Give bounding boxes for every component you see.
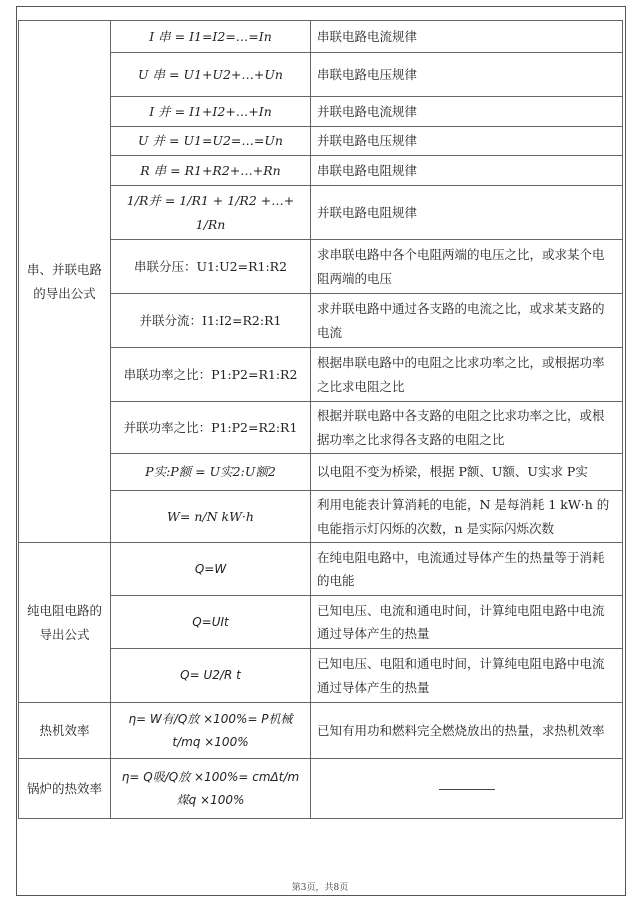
formula-text: I 串 = I1=I2=…=In: [149, 28, 272, 44]
description-text: 根据串联电路中的电阻之比求功率之比，或根据功率之比求电阻之比: [317, 355, 605, 394]
table-row: [19, 703, 623, 759]
formula-text: η= W有/Q放 ×100%= P机械t/mq ×100%: [128, 712, 293, 749]
description-cell: [311, 127, 623, 156]
table-row: [19, 759, 623, 819]
formula-cell: [111, 186, 311, 240]
description-text: 并联电路电流规律: [317, 103, 418, 119]
description-cell: [311, 240, 623, 294]
category-label: 串、并联电路的导出公式: [26, 262, 102, 301]
formula-text: R 串 = R1+R2+…+Rn: [140, 162, 281, 178]
description-text: 以电阻不变为桥梁，根据 P额、U额、U实求 P实: [317, 464, 588, 480]
formula-text: 并联分流：I1:I2=R2:R1: [139, 312, 282, 328]
description-cell: [311, 294, 623, 348]
category-cell: [19, 543, 111, 703]
formula-text: U 串 = U1+U2+…+Un: [138, 66, 283, 82]
formula-cell: [111, 649, 311, 703]
formula-cell: [111, 703, 311, 759]
description-text: 利用电能表计算消耗的电能，N 是每消耗 1 kW·h 的电能指示灯闪烁的次数，n 是实际闪烁次数: [317, 497, 610, 536]
formula-text: U 并 = U1=U2=…=Un: [138, 133, 283, 149]
formula-text: P实:P额 = U实2:U额2: [145, 464, 276, 480]
description-text: 已知电压、电阻和通电时间，计算纯电阻电路中电流通过导体产生的热量: [317, 656, 605, 695]
formula-text: W= n/N kW·h: [167, 508, 254, 524]
formula-cell: [111, 491, 311, 543]
description-cell: [311, 53, 623, 97]
description-text: 串联电路电压规律: [317, 66, 418, 82]
formula-text: η= Q吸/Q放 ×100%= cmΔt/m煤q ×100%: [121, 770, 300, 807]
formula-text: 1/R并 = 1/R1 + 1/R2 +…+ 1/Rn: [126, 193, 295, 232]
formula-cell: [111, 53, 311, 97]
description-cell: [311, 156, 623, 186]
description-text: 求串联电路中各个电阻两端的电压之比，或求某个电阻两端的电压: [317, 247, 605, 286]
description-text: 并联电路电阻规律: [317, 204, 418, 220]
description-text: 根据并联电路中各支路的电阻之比求功率之比，或根据功率之比求得各支路的电阻之比: [317, 408, 605, 447]
formula-text: Q= U2/R t: [180, 668, 241, 683]
description-cell: [311, 491, 623, 543]
description-text: 求并联电路中通过各支路的电流之比，或求某支路的电流: [317, 301, 605, 340]
description-text: 在纯电阻电路中，电流通过导体产生的热量等于消耗的电能: [317, 549, 605, 588]
description-text: 已知电压、电流和通电时间，计算纯电阻电路中电流通过导体产生的热量: [317, 602, 605, 641]
description-cell: [311, 454, 623, 491]
formula-cell: [111, 127, 311, 156]
category-label: 热机效率: [39, 722, 90, 738]
description-cell: [311, 348, 623, 402]
description-text: 串联电路电阻规律: [317, 162, 418, 178]
formula-cell: [111, 156, 311, 186]
category-cell: [19, 21, 111, 543]
category-cell: [19, 703, 111, 759]
page-footer: 第3页，共8页: [291, 883, 349, 893]
formula-text: I 并 = I1+I2+…+In: [149, 103, 272, 119]
blank-line: [439, 789, 495, 790]
description-cell: [311, 649, 623, 703]
description-text: 已知有用功和燃料完全燃烧放出的热量，求热机效率: [317, 722, 605, 738]
formula-cell: [111, 97, 311, 127]
description-cell: [311, 759, 623, 819]
description-text: 并联电路电压规律: [317, 133, 418, 149]
description-cell: [311, 97, 623, 127]
formula-text: Q=W: [194, 561, 227, 576]
category-label: 锅炉的热效率: [26, 780, 102, 796]
category-cell: [19, 759, 111, 819]
description-cell: [311, 543, 623, 596]
formula-cell: [111, 402, 311, 454]
formula-cell: [111, 294, 311, 348]
formula-cell: [111, 596, 311, 649]
formula-cell: [111, 759, 311, 819]
formula-cell: [111, 21, 311, 53]
description-cell: [311, 402, 623, 454]
description-cell: [311, 596, 623, 649]
formula-table: [18, 20, 623, 819]
formula-text: 串联功率之比：P1:P2=R1:R2: [123, 366, 298, 382]
formula-cell: [111, 543, 311, 596]
formula-text: 串联分压：U1:U2=R1:R2: [133, 258, 288, 274]
formula-cell: [111, 454, 311, 491]
category-label: 纯电阻电路的导出公式: [26, 603, 102, 642]
formula-text: Q=UIt: [192, 614, 229, 629]
formula-text: 并联功率之比：P1:P2=R2:R1: [123, 419, 298, 435]
description-text: 串联电路电流规律: [317, 28, 418, 44]
description-cell: [311, 703, 623, 759]
description-cell: [311, 21, 623, 53]
table-row: [19, 21, 623, 53]
formula-cell: [111, 240, 311, 294]
description-cell: [311, 186, 623, 240]
formula-cell: [111, 348, 311, 402]
table-row: [19, 543, 623, 596]
